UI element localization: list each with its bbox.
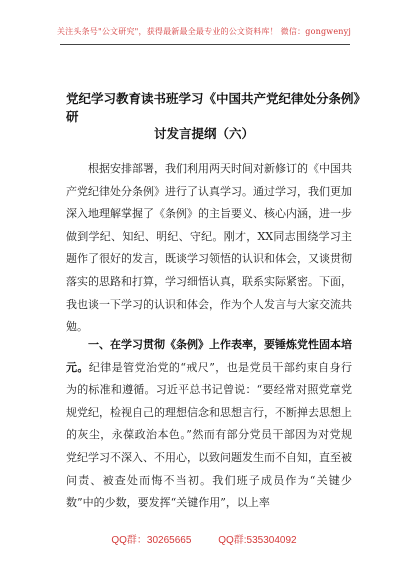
intro-paragraph: 根据安排部署，我们利用两天时间对新修订的《中国共产党纪律处分条例》进行了认真学习。通过学习，我们更加深入地理解掌握了《条例》的主旨要义、核心内涵，进一步做到学纪、知纪、明纪、守纪。刚才，XX同志围绕学习主题作了很好的发言，既谈学习领悟的认识和体会，又谈贯彻落实的思路和打算，学习细悟认真，联系实际紧密。下面，我也谈一下学习的认识和体会，作为个人发言与大家交流共勉。 [66,162,352,334]
header-divider [60,44,350,45]
document-title-line-1: 党纪学习教育读书班学习《中国共产党纪律处分条例》研 [66,91,367,124]
section-1-body: 纪律是管党治党的“戒尺”，也是党员干部约束自身行为的标准和遵循。习近平总书记曾说：“要经常对照党章党规党纪，检视自己的理想信念和思想言行，不断掸去思想上的灰尘，永葆政治本色。”然而有部分党员干部因为对党规党纪学习不深入、不用心，以致问题发生而不自知，直至被问责、被查处而悔不当初。我们班子成员作为“关键少数”中的少数，要发挥“关键作用”，以上率 [66,360,353,510]
footer-qq-group-2: QQ群:535304092 [218,535,297,546]
footer-qq-group-1: QQ群：30265665 [111,535,192,546]
section-1-paragraph [66,334,352,515]
section-1-heading: 一、在学习贯彻《条例》上作表率，要锤炼党性固本培元。 [66,338,352,374]
document-title-line-2: 讨发言提纲（六） [153,126,254,141]
header-note: 关注头条号"公文研究"，获得最新最全最专业的公文资料库！ 微信：gongwenyj [56,27,352,36]
footer [0,531,408,546]
